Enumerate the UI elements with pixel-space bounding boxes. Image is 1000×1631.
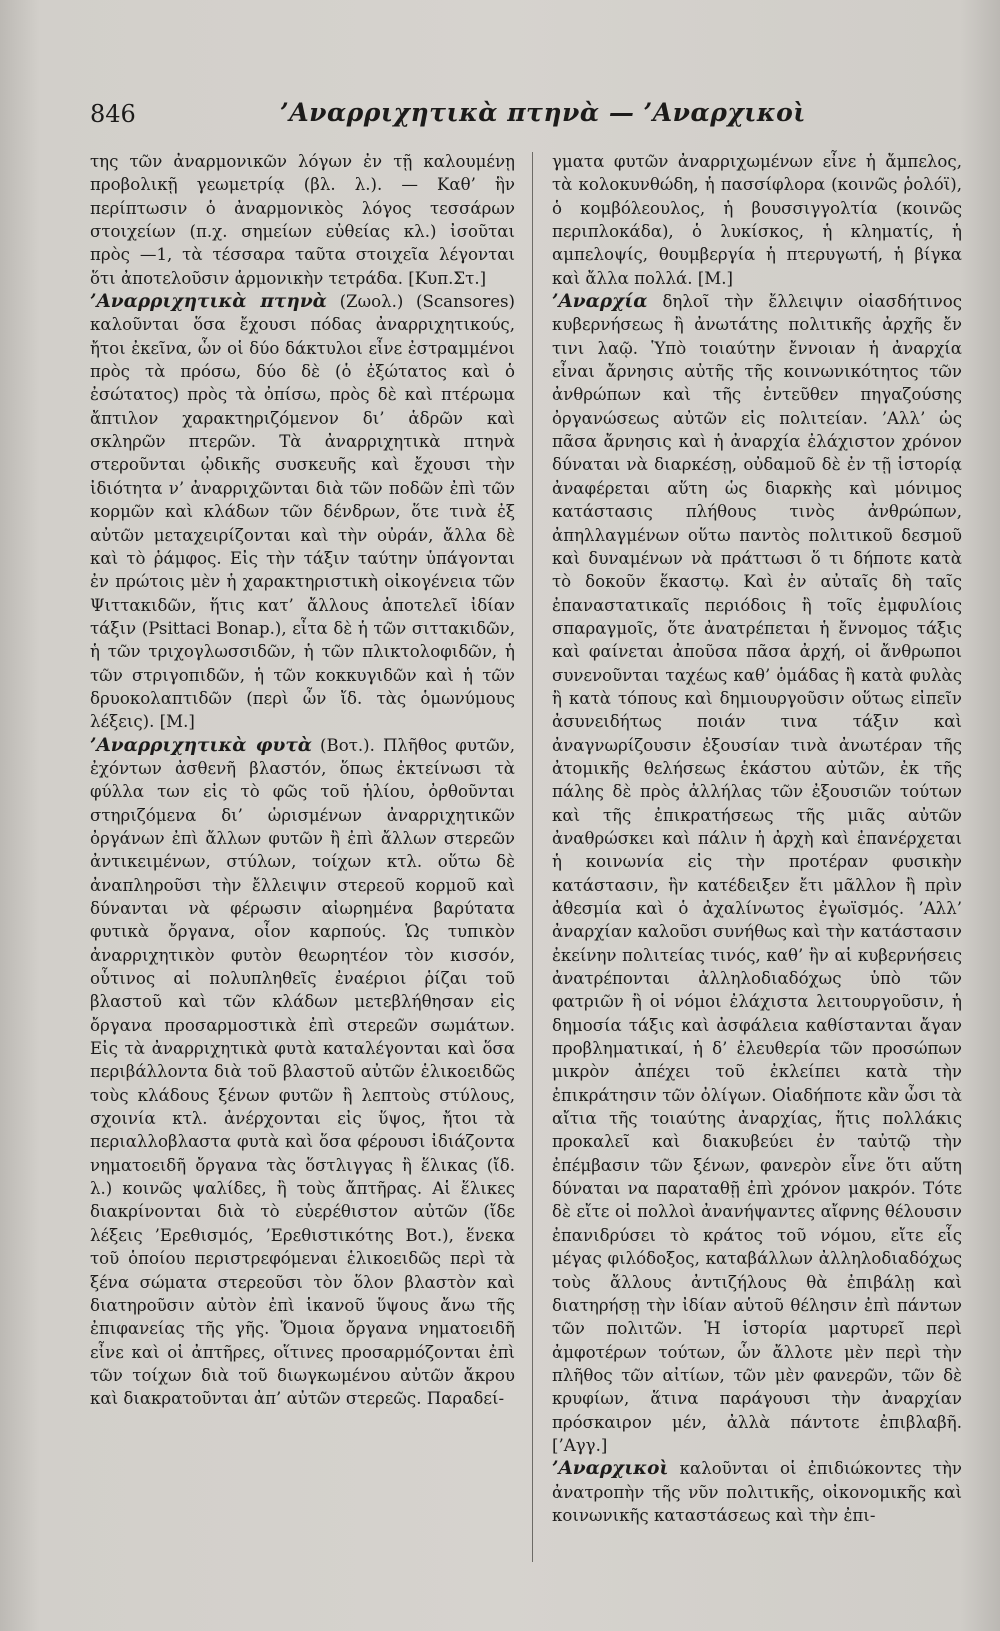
left-column [90, 150, 515, 1411]
page-header [0, 96, 1000, 136]
headword: ’Αναρριχητικὰ φυτὰ [90, 734, 313, 756]
entry-text: της τῶν ἀναρμονικῶν λόγων ἐν τῇ καλουμένῃ προβολικῇ γεωμετρίᾳ (βλ. λ.). — Καθ’ ἣν περίπτωσιν ὁ ἀναρμονικὸς λόγος τεσσάρων στοιχείων (π.χ. σημείων εὐθείας κλ.) ἰσοῦται πρὸς —1, τὰ τέσσαρα ταῦτα στοιχεῖα λέγονται ὅτι ἀποτελοῦσιν ἁρμονικὴν τετράδα. [Κυπ.Στ.] [90, 152, 515, 288]
entry-anarrichetika-phyta [90, 734, 515, 1411]
headword: ’Αναρριχητικὰ πτηνὰ [90, 291, 327, 313]
entry-text: (Ζωολ.) (Scansores) καλοῦνται ὅσα ἔχουσι πόδας ἀναρριχητικούς, ἤτοι ἐκεῖνα, ὧν οἱ δύο δάκτυλοι εἶνε ἐστραμμένοι πρὸς τὰ πρόσω, δύο δὲ (ὁ ἐξώτατος καὶ ὁ ἐσώτατος) πρὸς τὰ ὀπίσω, πρὸς δὲ καὶ πτέρωμα ἄπτιλον χαρακτηριζόμενον δι’ ἁδρῶν καὶ σκληρῶν πτερῶν. Τὰ ἀναρριχητικὰ πτηνὰ στεροῦνται ᾠδικῆς συσκευῆς καὶ ἔχουσι τὴν ἰδιότητα ν’ ἀναρριχῶνται διὰ τῶν ποδῶν ἐπὶ τῶν κορμῶν καὶ κλάδων τῶν δένδρων, ὅτε τινὰ ἐξ αὐτῶν μεταχειρίζονται καὶ τὴν οὐράν, ἄλλα δὲ καὶ τὸ ῥάμφος. Εἰς τὴν τάξιν ταύτην ὑπάγονται ἐν πρώτοις μὲν ἡ χαρακτηριστικὴ οἰκογένεια τῶν Ψιττακιδῶν, ἥτις κατ’ ἄλλους ἀποτελεῖ ἰδίαν τάξιν (Psittaci Bonap.), εἶτα δὲ ἡ τῶν σιττακιδῶν, ἡ τῶν τριχογλωσσιδῶν, ἡ τῶν πλικτολοφιδῶν, ἡ τῶν στριγοπιδῶν, ἡ τῶν κοκκυγιδῶν καὶ ἡ τῶν δρυοκολαπτιδῶν (περὶ ὧν ἴδ. τὰς ὁμωνύμους λέξεις). [Μ.] [90, 292, 516, 732]
running-head: ’Αναρριχητικὰ πτηνὰ — ’Αναρχικοὶ [280, 98, 806, 127]
page-number: 846 [90, 100, 136, 128]
entry-continuation [552, 150, 962, 290]
headword: ’Αναρχία [552, 291, 648, 313]
entry-text: καλοῦνται οἱ ἐπιδιώκοντες τὴν ἀνατροπὴν τῆς νῦν πολιτικῆς, οἰκονομικῆς καὶ κοινωνικῆς καταστάσεως καὶ τὴν ἐπι- [552, 1459, 962, 1525]
entry-text: δηλοῖ τὴν ἔλλειψιν οἱασδήτινος κυβερνήσεως ἢ ἀνωτάτης πολιτικῆς ἀρχῆς ἔν τινι λαῷ. Ὑπὸ τοιαύτην ἔννοιαν ἡ ἀναρχία εἶναι ἄρνησις αὐτῆς τῆς κοινωνικότητος τῶν ἀνθρώπων καὶ τῆς ἐντεῦθεν πηγαζούσης ὀργανώσεως αὐτῶν εἰς πολιτείαν. ’Αλλ’ ὡς πᾶσα ἄρνησις καὶ ἡ ἀναρχία ἐλάχιστον χρόνον δύναται νὰ διαρκέσῃ, οὐδαμοῦ δὲ ἐν τῇ ἱστορίᾳ ἀναφέρεται αὕτη ὡς διαρκὴς καὶ μόνιμος κατάστασις πλήθους τινὸς ἀνθρώπων, ἀπηλλαγμένων οὕτω παντὸς πολιτικοῦ δεσμοῦ καὶ δυναμένων νὰ πράττωσι ὅ τι δήποτε κατὰ τὸ δοκοῦν ἕκαστῳ. Καὶ ἐν αὐταῖς δὴ ταῖς ἐπαναστατικαῖς περιόδοις ἢ τοῖς ἐμφυλίοις σπαραγμοῖς, ὅτε ἀνατρέπεται ἡ ἔννομος τάξις καὶ φαίνεται ἀποῦσα πᾶσα ἀρχή, οἱ ἄνθρωποι συνενοῦνται ταχέως καθ’ ὁμάδας ἢ κατὰ φυλὰς ἢ κατὰ τόπους καὶ δημιουργοῦσιν οὕτως εἰπεῖν ἀσυνειδήτως ποιάν τινα τάξιν καὶ ἀναγνωρίζουσιν ἐξουσίαν τινὰ ἀνωτέραν τῆς ἀτομικῆς θελήσεως ἑκάστου αὐτῶν, ἐκ τῆς πάλης δὲ πρὸς ἀλλήλας τῶν ἐξουσιῶν τούτων καὶ τῆς ἐπικρατήσεως τῆς μιᾶς αὐτῶν ἀναθρώσκει καὶ πάλιν ἡ ἀρχὴ καὶ ἐπανέρχεται ἡ κοινωνία εἰς τὴν προτέραν φυσικὴν κατάστασιν, ἣν κατέδειξεν ἔτι μᾶλλον ἢ πρὶν ἀθεσμία καὶ ὁ ἀχαλίνωτος ἐγωϊσμός. ’Αλλ’ ἀναρχίαν καλοῦσι συνήθως καὶ τὴν κατάστασιν ἐκείνην πολιτείας τινός, καθ’ ἣν αἱ κυβερνήσεις ἀνατρέπονται ἀλληλοδιαδόχως ὑπὸ τῶν φατριῶν ἢ οἱ νόμοι ἐλάχιστα λειτουργοῦσιν, ἡ δημοσία τάξις καὶ ἀσφάλεια καθίστανται ἄγαν προβληματικαί, ἡ δ’ ἐλευθερία τῶν προσώπων μικρὸν ἀπέχει τοῦ ἐκλείπει κατὰ τὴν ἐπικράτησιν τῶν ὀλίγων. Οἱαδήποτε κἂν ὦσι τὰ αἴτια τῆς τοιαύτης ἀναρχίας, ἥτις πολλάκις προκαλεῖ καὶ διακυβεύει ἐν ταὐτῷ τὴν ἐπέμβασιν τῶν ξένων, φανερὸν εἶνε ὅτι αὕτη δύναται να παραταθῇ ἐπὶ χρόνον μακρόν. Τότε δὲ εἴτε οἱ πολλοὶ ἀνανήψαντες αἴφνης θέλουσιν ἐπανιδρύσει τὸ κράτος τοῦ νόμου, εἴτε εἷς μέγας φιλόδοξος, καταβάλλων ἀλληλοδιαδόχως τοὺς ἄλλους ἀντιζήλους θὰ ἐπιβάλῃ καὶ διατηρήσῃ τὴν ἰδίαν αὑτοῦ θέλησιν ἐπὶ πάντων τῶν πολιτῶν. Ἡ ἱστορία μαρτυρεῖ περὶ ἀμφοτέρων τούτων, ὧν ἄλλοτε μὲν περὶ τὴν πλῆθος τῶν αἰτίων, τῶν μὲν φανερῶν, τῶν δὲ κρυφίων, ἅτινα παράγουσι τὴν ἀναρχίαν πρόσκαιρον μέν, ἀλλὰ πάντοτε ἐπιβλαβῆ. [’Αγγ.] [552, 292, 962, 1455]
entry-text: γματα φυτῶν ἀναρριχωμένων εἶνε ἡ ἄμπελος, τὰ κολοκυνθώδη, ἡ πασσίφλορα (κοινῶς ῥολόϊ), ὁ κομβόλεουλος, ἡ βουσσιγγολτία (κοινῶς περιπλοκάδα), ὁ λυκίσκος, ἡ κληματίς, ἡ αμπελοψίς, θουμβεργία ἡ πτερυγωτή, ἡ βίγκα καὶ ἄλλα πολλά. [Μ.] [552, 152, 962, 288]
entry-anarchia [552, 290, 962, 1457]
entry-text: (Βοτ.). Πλῆθος φυτῶν, ἐχόντων ἀσθενῆ βλαστόν, ὅπως ἐκτείνωσι τὰ φύλλα των εἰς τὸ φῶς τοῦ ἡλίου, ὀρθοῦνται στηριζόμενα δι’ ὡρισμένων ἀναρριχητικῶν ὀργάνων ἐπὶ ἄλλων φυτῶν ἢ ἐπὶ ἄλλων στερεῶν ἀντικειμένων, στύλων, τοίχων κτλ. οὕτω δὲ ἀναπληροῦσι τὴν ἔλλειψιν στερεοῦ κορμοῦ καὶ δύνανται νὰ φέρωσιν αἰωρημένα βαρύτατα φυτικὰ ὄργανα, οἷον καρπούς. Ὡς τυπικὸν ἀναρριχητικὸν φυτὸν θεωρητέον τὸν κισσόν, οὗτινος αἱ πολυπληθεῖς ἐναέριοι ῥίζαι τοῦ βλαστοῦ καὶ τῶν κλάδων μετεβλήθησαν εἰς ὄργανα προσαρμοστικὰ ἐπὶ στερεῶν σωμάτων. Εἰς τὰ ἀναρριχητικὰ φυτὰ καταλέγονται καὶ ὅσα περιβάλλοντα διὰ τοῦ βλαστοῦ αὐτῶν ἑλικοειδῶς τοὺς κλάδους ξένων φυτῶν ἢ λεπτοὺς στύλους, σχοινία κτλ. ἀνέρχονται εἰς ὕψος, ἤτοι τὰ περιαλλοβλαστα φυτὰ καὶ ὅσα φέρουσι ἰδιάζοντα νηματοειδῆ ὄργανα τὰς ὅστλιγγας ἢ ἕλικας (ἴδ. λ.) κοινῶς ψαλίδες, ἢ τοὺς ἄπτῆρας. Αἱ ἕλικες διακρίνονται διὰ τὸ εὐερέθιστον αὐτῶν (ἴδε λέξεις ’Ερεθισμός, ’Ερεθιστικότης Βοτ.), ἕνεκα τοῦ ὁποίου περιστρεφόμεναι ἑλικοειδῶς περὶ τὰ ξένα σώματα στερεοῦσι τὸν ὅλον βλαστὸν καὶ διατηροῦσιν αὐτὸν ἐπὶ ἱκανοῦ ὕψους ἄνω τῆς ἐπιφανείας τῆς γῆς. Ὅμοια ὄργανα νηματοειδῆ εἶνε καὶ οἱ ἀπτῆρες, οἵτινες προσαρμόζονται ἐπὶ τῶν τοίχων διὰ τοῦ διωγκωμένου αὐτῶν ἄκρου καὶ διακρατοῦνται ἀπ’ αὐτῶν στερεῶς. Παραδεί- [90, 735, 515, 1409]
entry-continuation [90, 150, 515, 290]
column-divider [532, 152, 533, 1562]
headword: ’Αναρχικοὶ [552, 1458, 669, 1480]
entry-anarrichetika-ptena [90, 290, 515, 734]
entry-anarchikoi [552, 1457, 962, 1527]
right-column [552, 150, 962, 1527]
